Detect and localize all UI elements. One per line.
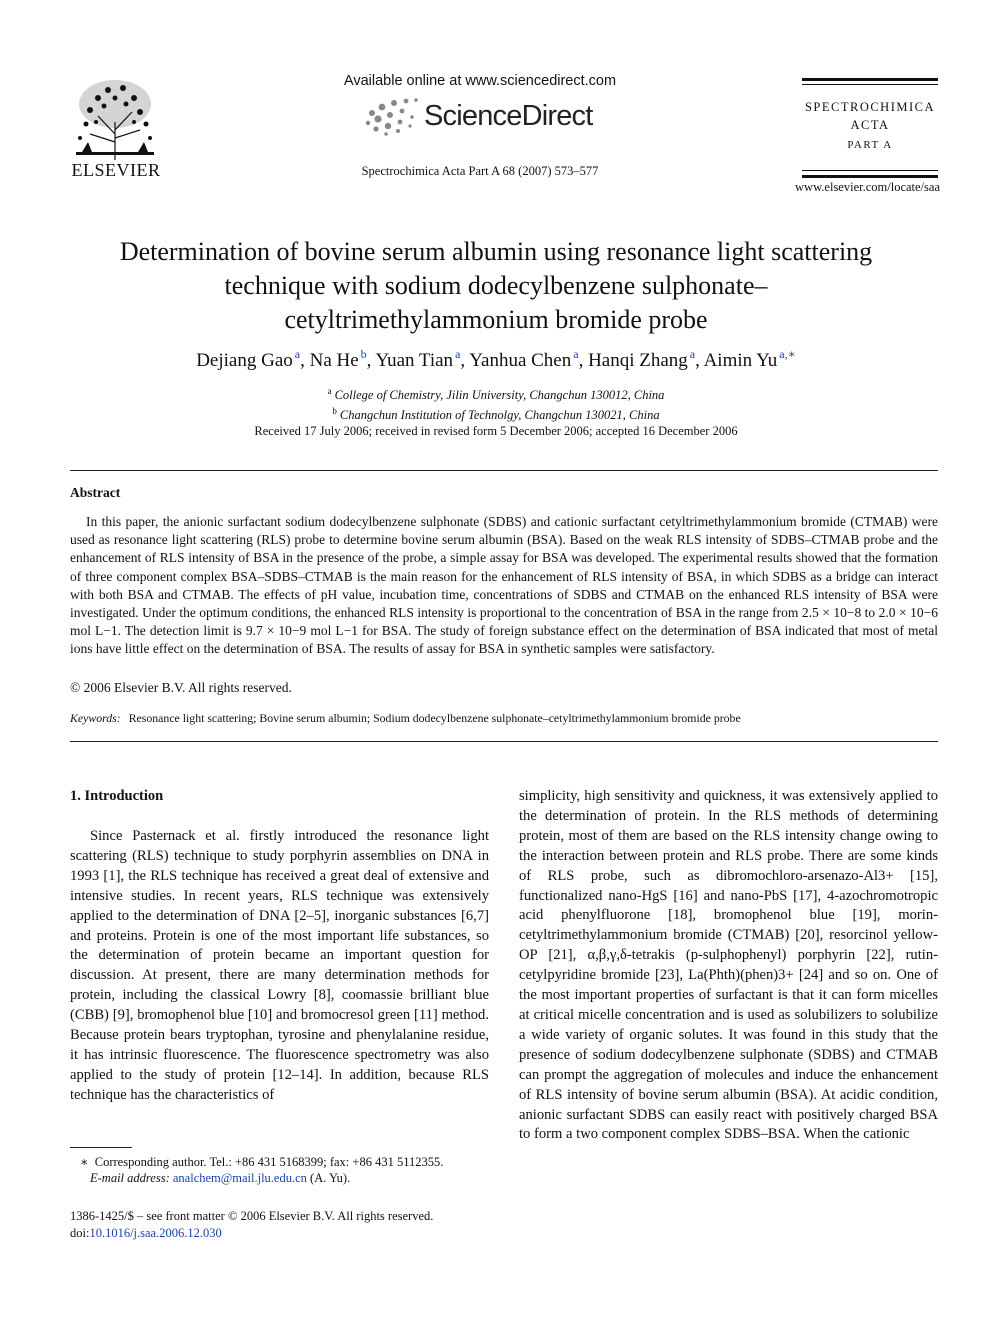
author-list: Dejiang Gao $^a$, Na He $^b$, Yuan Tian $^a$, Yanhua Chen $^a$, Hanqi Zhang $^a$, Aimin Yu $^{a,∗}$ xyxy=(196,347,796,371)
email-link[interactable]: analchem@mail.jlu.edu.cn xyxy=(172,1171,307,1185)
publisher-name: ELSEVIER xyxy=(71,160,161,180)
author-name: Yanhua Chen xyxy=(469,350,572,371)
journal-reference: Spectrochimica Acta Part A 68 (2007) 573–577 xyxy=(361,164,599,178)
affiliation-item xyxy=(100,383,892,403)
corresponding-author: Corresponding author. Tel.: +86 431 5168399; fax: +86 431 5112355. xyxy=(94,1155,444,1169)
author-name: Na He xyxy=(309,350,359,371)
author-name: Yuan Tian xyxy=(375,350,454,371)
body-column-left: Since Pasternack et al. firstly introduced the resonance light scattering (RLS) technique to study porphyrin assemblies on DNA in 1993 [1], the RLS technique has received a great deal of extensive and intensive studies. In recent years, RLS technique was extensively applied to the determination of DNA [2–5], inorganic substances [6,7] and proteins. Protein is one of the most important life substances, so the determination of protein became an important question for discussion. At present, there are many determination methods for protein, including the classical Lowry [8], coomassie brilliant blue (CBB) [9], bromophenol blue [10] and bromocresol green [11] method. Because protein bears tryptophan, tyrosine and phenylalanine residue, it has intrinsic fluorescence. The fluorescence spectrometry was also applied to the study of protein [12–14]. In addition, because RLS technique has the characteristics of xyxy=(70,828,489,1103)
abstract-body: In this paper, the anionic surfactant sodium dodecylbenzene sulphonate (SDBS) and cationic surfactant cetyltrimethylammonium bromide (CTMAB) were used as resonance light scattering (RLS) probe to determine bovine serum albumin (BSA). Based on the weak RLS intensity of SDBS–CTMAB probe and the enhancement of RLS intensity of BSA in the presence of the probe, a simple assay for BSA was developed. The experimental results showed that the formation of three component complex BSA–SDBS–CTMAB is the main reason for the enhancement of RLS intensity of BSA, in which SDBS as a bridge can interact with both BSA and CTMAB. The effects of pH value, incubation time, concentrations of SDBS and CTMAB on the enhanced RLS intensity of BSA were investigated. Under the optimum conditions, the enhanced RLS intensity is proportional to the concentration of BSA in the range from 2.5 × 10−8 to 2.0 × 10−6 mol L−1. The detection limit is 9.7 × 10−9 mol L−1 for BSA. The study of foreign substance effect on the determination of BSA indicated that most of metal ions have little effect on the determination of BSA. The results of assay for BSA in synthetic samples were satisfactory. xyxy=(70,514,938,657)
doi-link[interactable]: 10.1016/j.saa.2006.12.030 xyxy=(89,1226,222,1240)
journal-masthead xyxy=(802,78,938,178)
journal-masthead-title xyxy=(802,98,938,134)
affiliation-text: College of Chemistry, Jilin University, Changchun 130012, China xyxy=(334,388,665,402)
journal-part: PART A xyxy=(847,139,893,151)
author-affiliation-mark[interactable]: a xyxy=(294,347,301,361)
email-label: E-mail address: xyxy=(90,1171,170,1185)
author-affiliation-mark[interactable]: a,∗ xyxy=(779,347,796,361)
affiliation-mark: a xyxy=(327,386,332,396)
issn-line: 1386-1425/$ – see front matter © 2006 Elsevier B.V. All rights reserved. xyxy=(70,1209,434,1223)
sciencedirect-wordmark: ScienceDirect xyxy=(424,100,593,132)
author-name: Hanqi Zhang xyxy=(588,350,688,371)
author-affiliation-mark[interactable]: a xyxy=(689,347,696,361)
paper-title: Determination of bovine serum albumin using resonance light scattering technique with sodium dodecylbenzene sulphonate–cetyltrimethylammonium bromide probe xyxy=(119,237,873,334)
divider xyxy=(70,470,938,471)
footnote-divider xyxy=(70,1147,132,1148)
footnote xyxy=(70,1154,490,1186)
footnote-mark: ∗ xyxy=(80,1155,89,1169)
author-affiliation-mark[interactable]: b xyxy=(360,347,367,361)
keywords-text: Resonance light scattering; Bovine serum albumin; Sodium dodecylbenzene sulphonate–cetyltrimethylammonium bromide probe xyxy=(128,711,741,725)
abstract-heading: Abstract xyxy=(70,485,121,500)
received-dates: Received 17 July 2006; received in revised form 5 December 2006; accepted 16 December 2006 xyxy=(254,424,738,438)
affiliation-text: Changchun Institution of Technolgy, Changchun 130021, China xyxy=(339,408,660,422)
doi-label: doi: xyxy=(70,1226,90,1240)
keywords-label: Keywords: xyxy=(70,711,121,725)
email-suffix: (A. Yu). xyxy=(310,1171,351,1185)
author-affiliation-mark[interactable]: a xyxy=(455,347,461,361)
author-affiliation-mark[interactable]: a xyxy=(573,347,579,361)
body-column-right: simplicity, high sensitivity and quickness, it was extensively applied to the determination of protein. In the RLS methods of determining protein, most of them are based on the RLS intensity change owing to the interaction between protein and RLS probe. There are some kinds of RLS probe, such as dibromochloro-arsenazo-Al3+ [15], functionalized nano-HgS [16] and nano-PbS [17], 4-azochromotropic acid phenylfluorone [18], bromophenol blue [19], morin-cetyltrimethylammonium bromide (CTMAB) [20], resorcinol yellow-OP [21], α,β,γ,δ-tetrakis (p-sulphophenyl) porphyrin [22], rutin-cetylpyridine bromide [23], La(Phth)(phen)3+ [24] and so on. One of the most important properties of surfactant is that it can form micelles at critical micelle concentration and is used as solubilizers to solubilize a wide variety of organic solutes. It was found in this study that the presence of sodium dodecylbenzene sulphonate (SDBS) and CTMAB can prompt the aggregation of molecules and induce the enhancement of RLS intensity of bovine serum albumin (BSA). At acidic condition, anionic surfactant SDBS can easily react with positively charged BSA to form a two component complex SDBS–BSA. When the cationic xyxy=(519,788,938,1143)
abstract-copyright: © 2006 Elsevier B.V. All rights reserved. xyxy=(70,680,292,695)
journal-title-line2: ACTA xyxy=(850,118,890,132)
journal-title-line1: SPECTROCHIMICA xyxy=(804,100,936,114)
divider xyxy=(70,741,938,742)
author-name: Aimin Yu xyxy=(703,350,778,371)
affiliation-mark: b xyxy=(332,406,337,416)
journal-url[interactable]: www.elsevier.com/locate/saa xyxy=(795,180,940,194)
front-matter xyxy=(70,1208,490,1242)
keywords xyxy=(70,711,938,726)
author-name: Dejiang Gao xyxy=(196,350,293,371)
available-online-text[interactable]: Available online at www.sciencedirect.com xyxy=(343,73,617,89)
affiliation-item xyxy=(100,403,892,423)
section-heading-introduction: 1. Introduction xyxy=(70,788,164,804)
affiliations xyxy=(100,383,892,423)
